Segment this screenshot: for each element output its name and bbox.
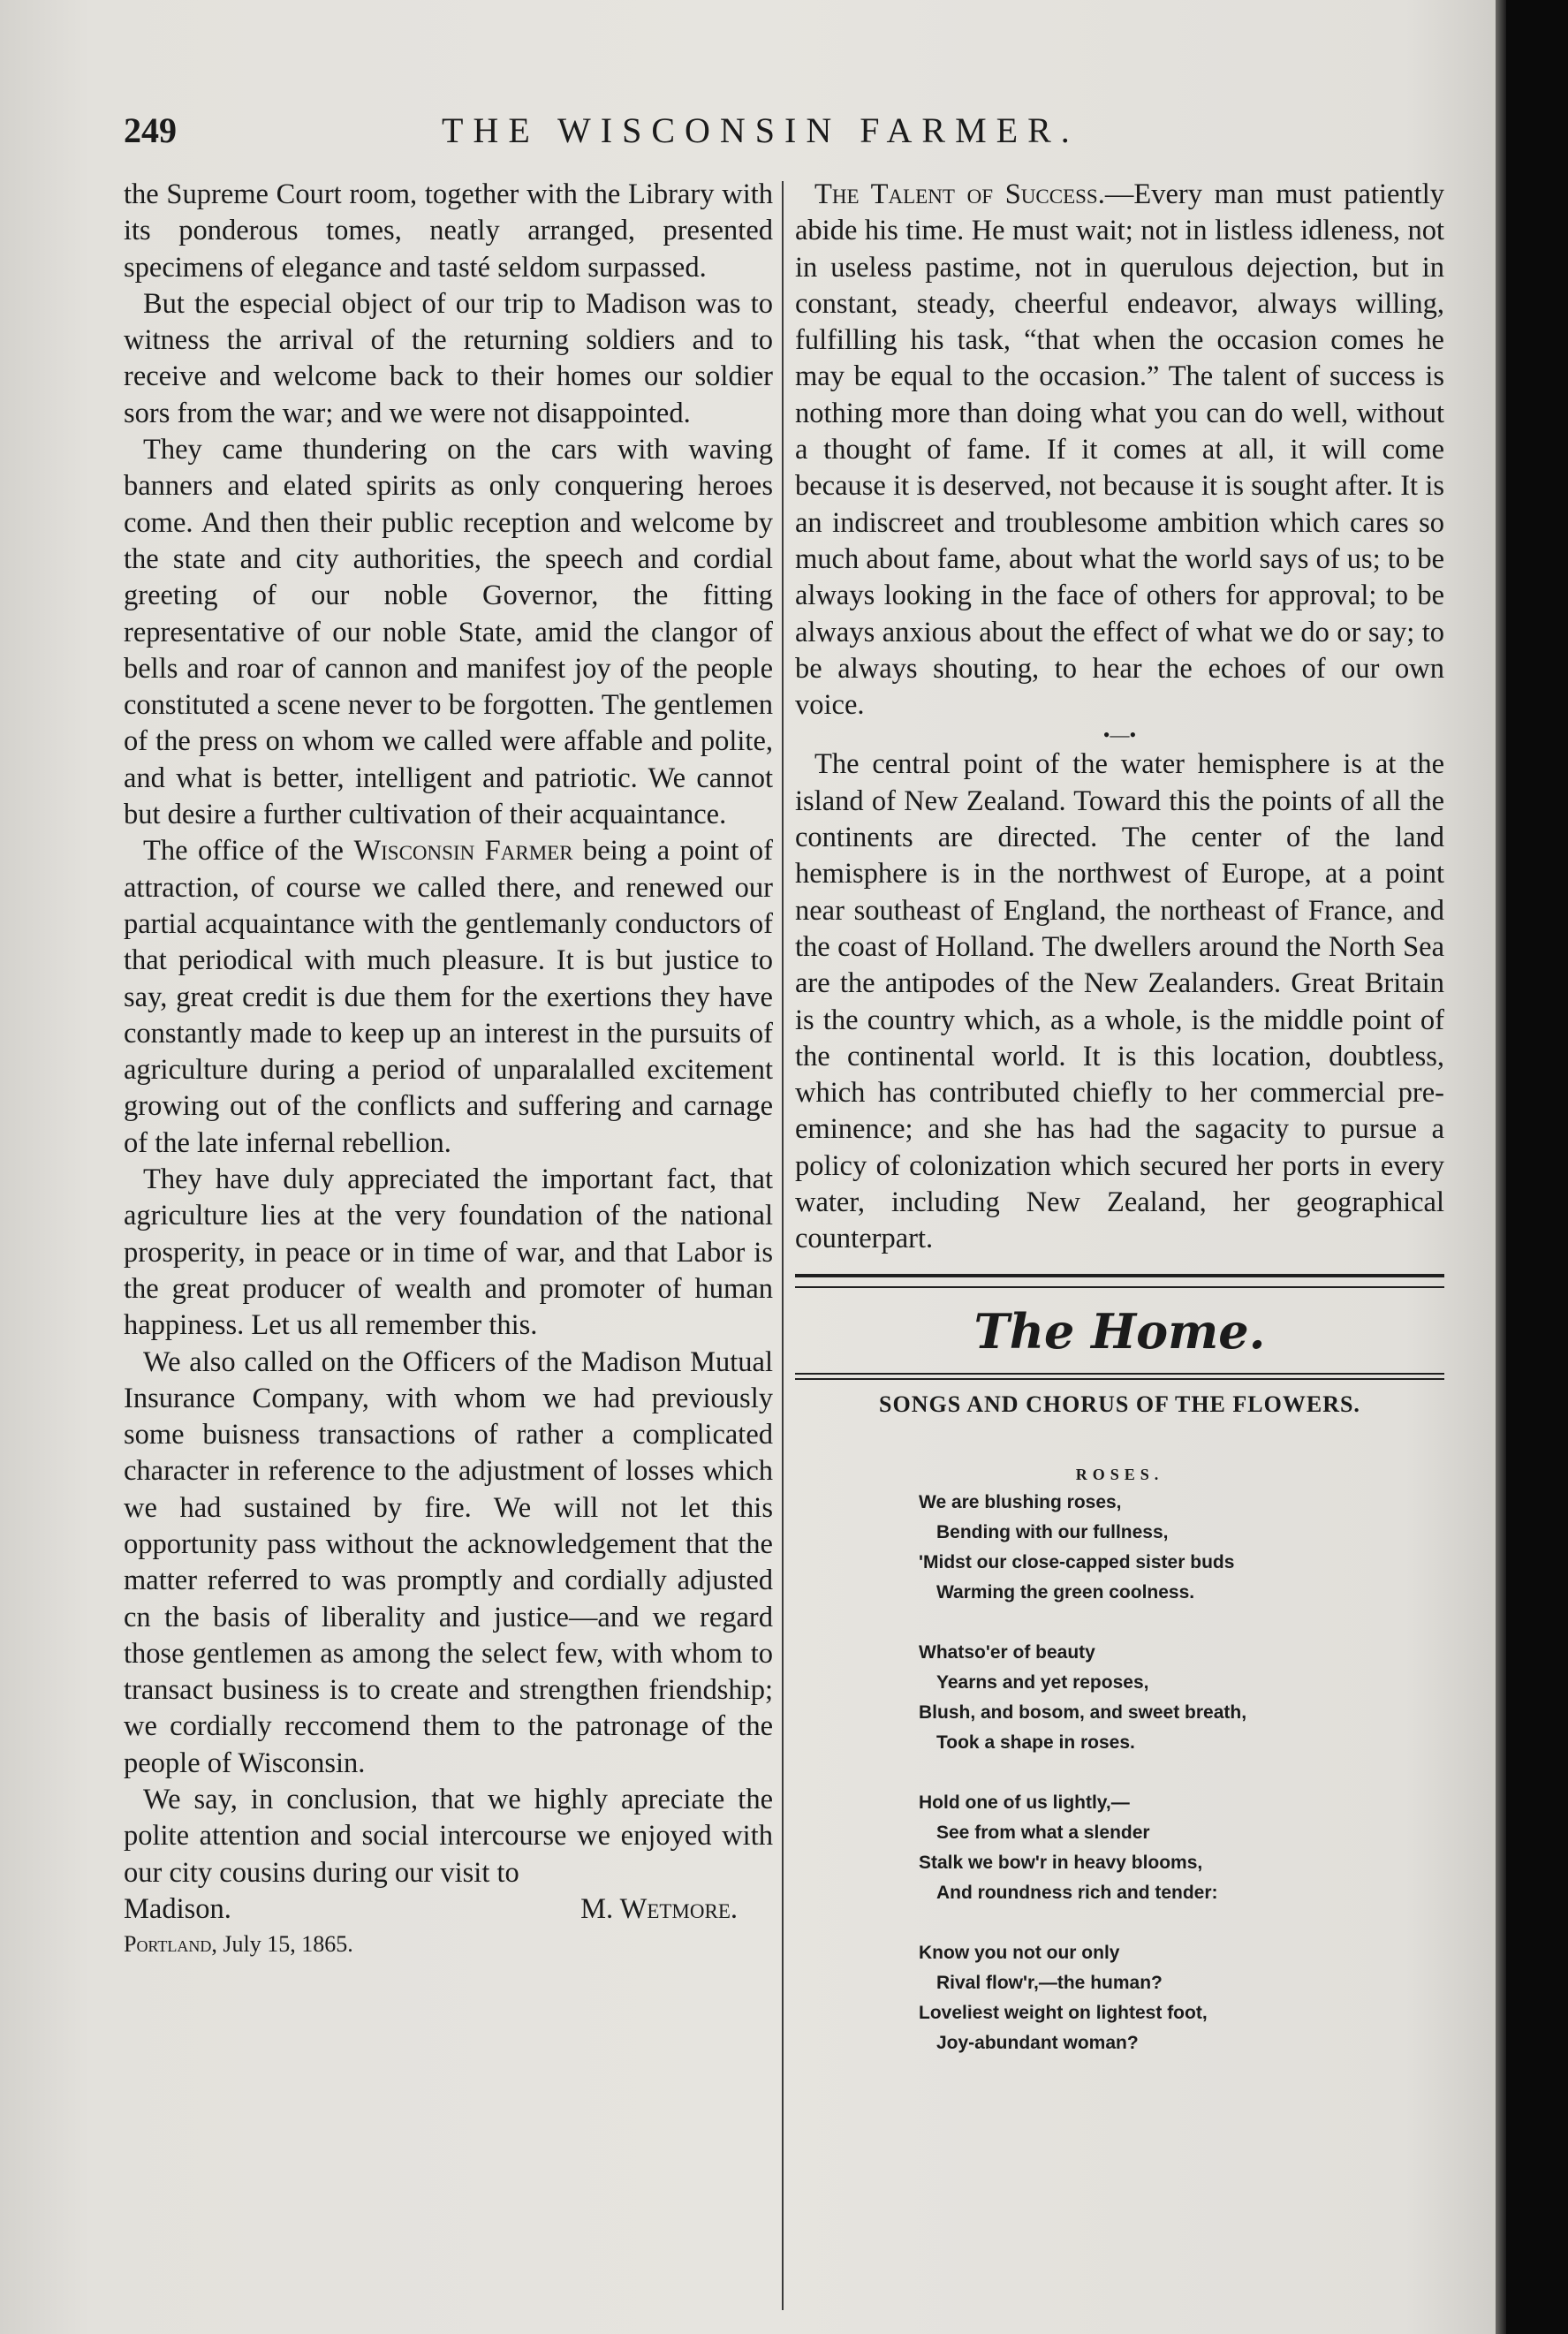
office-name: Wisconsin Farmer xyxy=(353,835,573,868)
paragraph: The central point of the water hemisphere is at the island of New Zealand. Toward this the points of all the continents are directed. The center of the land hemisphere is in the northwest of Europe, at a point near southeast of England, the northeast of France, and the coast of Holland. The dwellers around the North Sea are the antipodes of the New Zealanders. Great Britain is the country which, as a whole, is the middle point of the continental world. It is this location, doubtless, which has contributed chiefly to her commercial pre-eminence; and she has had the sagacity to pursue a policy of colonization which secured her ports in every water, including New Zealand, her geographical counterpart. xyxy=(795,748,1444,1255)
poem-line: Rival flow'r,—the human? xyxy=(936,1972,1163,1993)
poem-line: Warming the green coolness. xyxy=(936,1581,1195,1603)
poem-line: Bending with our fullness, xyxy=(936,1521,1169,1542)
poem-line: 'Midst our close-capped sister buds xyxy=(919,1551,1235,1572)
signature: M. Wetmore. xyxy=(580,1892,738,1925)
poem-line: And roundness rich and tender: xyxy=(936,1882,1218,1903)
poem-title: SONGS AND CHORUS OF THE FLOWERS. xyxy=(879,1391,1360,1417)
poem-line: Blush, and bosom, and sweet breath, xyxy=(919,1701,1247,1723)
paragraph xyxy=(124,833,773,1162)
paragraph: But the especial object of our trip to Madison was to witness the arrival of the returning soldiers and to receive and welcome back to their homes our soldier sors from the war; and we were not disappointed. xyxy=(124,287,773,429)
talent-body: —Every man must patiently abide his time. He must wait; not in listless idleness, not in useless pastime, not in querulous dejection, but in constant, steady, cheerful endeavor, always willing, fulfilling his task, “that when the occasion comes he may be equal to the occasion.” The talent of success is nothing more than doing what you can do well, without a thought of fame. If it comes at all, it will come because it is deserved, not because it is sought after. It is an indiscreet and troublesome ambition which cares so much about fame, about what the world says of us; to be always looking in the face of others for approval; to be always anxious about the effect of what we do or say; to be always shouting, to hear the echoes of our own voice. xyxy=(795,178,1444,722)
paragraph: They came thundering on the cars with waving banners and elated spirits as only conquering heroes come. And then their public reception and welcome by the state and city authorities, the speech and cordial greeting of our noble Governor, the fitting representative of our noble State, amid the clangor of bells and roar of cannon and manifest joy of the people constituted a scene never to be forgotten. The gentlemen of the press on whom we called were affable and polite, and what is better, intelligent and patriotic. We cannot but desire a further cultivation of their acquaintance. xyxy=(124,434,773,831)
paragraph: We say, in conclusion, that we highly apreciate the polite attention and social intercourse we enjoyed with our city cousins during our visit to xyxy=(124,1784,773,1889)
paragraph: They have duly appreciated the important fact, that agriculture lies at the very foundation of the national prosperity, in peace or in time of war, and that Labor is the great producer of wealth and promoter of human happiness. Let us all remember this. xyxy=(124,1163,773,1342)
scan-dark-edge xyxy=(1496,0,1568,2334)
office-body: being a point of attraction, of course we called there, and renewed our partial acquaintance with the gentlemanly conductors of that periodical with much pleasure. It is but justice to say, great credit is due them for the exertions they have constantly made to keep up an interest in the pursuits of agriculture during a period of unparalalled excitement growing out of the conflicts and suffering and carnage of the late infernal rebellion. xyxy=(124,835,773,1159)
left-column xyxy=(124,177,773,1961)
paragraph xyxy=(795,177,1444,724)
poem-line: Hold one of us lightly,— xyxy=(919,1792,1130,1813)
section-rule xyxy=(795,1274,1444,1288)
ornament: •—• xyxy=(1102,724,1137,746)
section-rule xyxy=(795,1373,1444,1380)
poem-subtitle: ROSES. xyxy=(1075,1465,1164,1483)
running-title: THE WISCONSIN FARMER. xyxy=(442,110,1079,150)
stanza xyxy=(919,1638,1444,1758)
paragraph: the Supreme Court room, together with the Library with its ponderous tomes, neatly arranged, presented specimens of elegance and tasté seldom surpassed. xyxy=(124,178,773,284)
poem-line: Stalk we bow'r in heavy blooms, xyxy=(919,1852,1203,1873)
page-number: 249 xyxy=(124,110,177,150)
sign-place: Madison. xyxy=(124,1892,231,1925)
page-header xyxy=(124,110,1444,163)
dateline xyxy=(124,1928,773,1961)
section-title: The Home. xyxy=(973,1302,1266,1360)
poem-line: Yearns and yet reposes, xyxy=(936,1671,1149,1693)
stanza xyxy=(919,1938,1444,2058)
poem-line: We are blushing roses, xyxy=(919,1491,1122,1512)
poem-line: Loveliest weight on lightest foot, xyxy=(919,2002,1208,2023)
talent-heading: The Talent of Success. xyxy=(814,178,1105,210)
dateline-place: Portland, xyxy=(124,1931,217,1958)
stanza xyxy=(919,1488,1444,1608)
poem-line: Whatso'er of beauty xyxy=(919,1641,1095,1663)
poem-line: Know you not our only xyxy=(919,1942,1120,1963)
stanza xyxy=(919,1788,1444,1908)
page-shadow xyxy=(1496,0,1506,2334)
dateline-date: July 15, 1865. xyxy=(223,1931,353,1958)
paragraph: We also called on the Officers of the Madison Mutual Insurance Company, with whom we had previously some buisness transactions of rather a complicated character in reference to the adjustment of losses which we had sustained by fire. We will not let this opportunity pass without the acknowledgement that the matter referred to was promptly and cordially adjusted cn the basis of liberality and justice—and we regard those gentlemen as among the select few, with whom to transact business is to create and strengthen friendship; we cordially reccomend them to the patronage of the people of Wisconsin. xyxy=(124,1345,773,1779)
poem-line: Joy-abundant woman? xyxy=(936,2032,1139,2053)
poem-line: See from what a slender xyxy=(936,1822,1150,1843)
right-column xyxy=(795,177,1444,2058)
signature-line xyxy=(124,1891,773,1928)
office-prefix: The office of the xyxy=(143,835,344,868)
column-divider xyxy=(782,181,784,2310)
poem-line: Took a shape in roses. xyxy=(936,1732,1135,1753)
